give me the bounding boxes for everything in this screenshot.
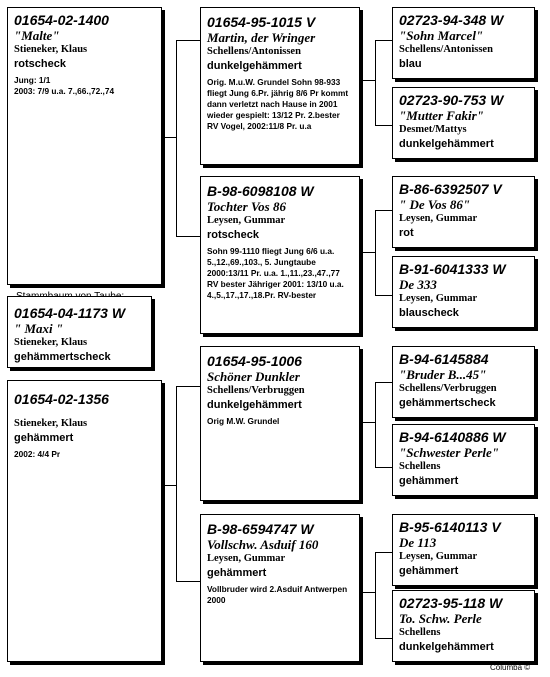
pigeon-color: rot [399, 227, 414, 239]
connector-line [375, 467, 392, 468]
pigeon-name: " De Vos 86" [399, 197, 471, 212]
connector-line [162, 137, 176, 138]
father-card [7, 7, 162, 285]
connector-line [375, 552, 392, 553]
pigeon-name: Schöner Dunkler [207, 369, 300, 384]
pigeon-color: blau [399, 58, 422, 70]
pigeon-name: "Malte" [14, 28, 60, 43]
owner-name: Stieneker, Klaus [14, 44, 88, 55]
granddam-paternal-card [200, 176, 360, 334]
performance-notes: Orig. M.u.W. Grundel Sohn 98-933 fliegt Jung 6.Pr. jährig 8/6 Pr kommt dann verletzt nach Hause in 2001 wieder gespielt: 13/12 Pr. 2.bester RV Vogel, 2002:11/8 Pr. u.a [207, 77, 349, 131]
connector-line [375, 210, 376, 295]
owner-name: Schellens [399, 627, 441, 638]
mother-card [7, 380, 162, 662]
subject-card [7, 296, 152, 368]
ring-number: 01654-04-1173 W [14, 305, 126, 321]
ring-number: 02723-90-753 W [399, 92, 504, 108]
pigeon-color: dunkelgehämmert [399, 138, 494, 150]
owner-name: Schellens/Antonissen [207, 46, 301, 57]
pigeon-name: "Sohn Marcel" [399, 28, 484, 43]
ring-number: B-86-6392507 V [399, 181, 502, 197]
connector-line [162, 485, 176, 486]
pigeon-color: dunkelgehämmert [207, 399, 302, 411]
pigeon-color: blauscheck [399, 307, 459, 319]
connector-line [176, 386, 177, 581]
pigeon-name: " Maxi " [14, 321, 64, 336]
connector-line [176, 581, 200, 582]
connector-line [360, 252, 375, 253]
pigeon-color: gehämmert [14, 432, 74, 444]
performance-notes: Orig M.W. Grundel [207, 416, 280, 426]
pigeon-name: "Mutter Fakir" [399, 108, 484, 123]
ring-number: B-94-6140886 W [399, 429, 506, 445]
pigeon-color: rotscheck [207, 229, 259, 241]
connector-line [360, 80, 375, 81]
ring-number: B-98-6594747 W [207, 521, 314, 537]
connector-line [375, 40, 376, 125]
connector-line [375, 125, 392, 126]
owner-name: Leysen, Gummar [207, 215, 286, 226]
connector-line [375, 552, 376, 638]
pigeon-name: "Bruder B...45" [399, 367, 487, 382]
pigeon-color: dunkelgehämmert [399, 641, 494, 653]
grandsire-paternal-card [200, 7, 360, 165]
owner-name: Leysen, Gummar [399, 551, 478, 562]
owner-name: Stieneker, Klaus [14, 337, 88, 348]
owner-name: Schellens/Verbruggen [399, 383, 497, 394]
pigeon-name: To. Schw. Perle [399, 611, 482, 626]
pigeon-name: De 333 [399, 277, 437, 292]
pigeon-color: gehämmertscheck [399, 397, 496, 409]
owner-name: Schellens/Antonissen [399, 44, 493, 55]
ring-number: 01654-95-1015 V [207, 14, 316, 30]
owner-name: Leysen, Gummar [399, 293, 478, 304]
connector-line [375, 40, 392, 41]
great-grandparent-card [392, 346, 535, 418]
connector-line [360, 422, 375, 423]
great-grandparent-card [392, 590, 535, 662]
owner-name: Stieneker, Klaus [14, 418, 88, 429]
performance-notes: 2002: 4/4 Pr [14, 449, 61, 459]
ring-number: 01654-02-1356 [14, 391, 109, 407]
pigeon-color: gehämmert [399, 475, 459, 487]
owner-name: Leysen, Gummar [207, 553, 286, 564]
empty-name-slot [14, 407, 155, 417]
owner-name: Schellens/Verbruggen [207, 385, 305, 396]
pigeon-name: "Schwester Perle" [399, 445, 500, 460]
performance-notes: Vollbruder wird 2.Asduif Antwerpen 2000 [207, 584, 348, 605]
owner-name: Schellens [399, 461, 441, 472]
ring-number: B-94-6145884 [399, 351, 489, 367]
pigeon-name: De 113 [399, 535, 437, 550]
great-grandparent-card [392, 424, 535, 496]
great-grandparent-card [392, 7, 535, 79]
ring-number: B-91-6041333 W [399, 261, 506, 277]
ring-number: B-95-6140113 V [399, 519, 501, 535]
pigeon-color: gehämmertscheck [14, 351, 111, 363]
connector-line [375, 382, 376, 467]
performance-notes: Jung: 1/1 2003: 7/9 u.a. 7.,66.,72.,74 [14, 75, 115, 96]
connector-line [360, 592, 375, 593]
owner-name: Leysen, Gummar [399, 213, 478, 224]
great-grandparent-card [392, 87, 535, 159]
ring-number: B-98-6098108 W [207, 183, 314, 199]
owner-name: Desmet/Mattys [399, 124, 467, 135]
connector-line [176, 40, 177, 236]
great-grandparent-card [392, 256, 535, 328]
ring-number: 01654-02-1400 [14, 12, 109, 28]
pigeon-color: gehämmert [207, 567, 267, 579]
pigeon-name: Tochter Vos 86 [207, 199, 286, 214]
pigeon-name: Vollschw. Asduif 160 [207, 537, 319, 552]
granddam-maternal-card [200, 514, 360, 662]
copyright-footer: Columba © [490, 663, 531, 672]
pigeon-color: dunkelgehämmert [207, 60, 302, 72]
ring-number: 01654-95-1006 [207, 353, 302, 369]
pigeon-color: rotscheck [14, 58, 66, 70]
connector-line [375, 638, 392, 639]
pigeon-color: gehämmert [399, 565, 459, 577]
great-grandparent-card [392, 176, 535, 248]
grandsire-maternal-card [200, 346, 360, 501]
great-grandparent-card [392, 514, 535, 586]
ring-number: 02723-94-348 W [399, 12, 504, 28]
pigeon-name: Martin, der Wringer [207, 30, 316, 45]
performance-notes: Sohn 99-1110 fliegt Jung 6/6 u.a. 5.,12.,69.,103., 5. Jungtaube 2000:13/11 Pr. u.a. 1.,11.,23.,47.,77 RV bester Jähriger 2001: 13/10 u.a. 4.,5.,17.,17.,18.Pr. RV-bester [207, 246, 344, 300]
connector-line [176, 386, 200, 387]
connector-line [176, 40, 200, 41]
ring-number: 02723-95-118 W [399, 595, 503, 611]
connector-line [375, 295, 392, 296]
connector-line [375, 382, 392, 383]
connector-line [176, 236, 200, 237]
connector-line [375, 210, 392, 211]
